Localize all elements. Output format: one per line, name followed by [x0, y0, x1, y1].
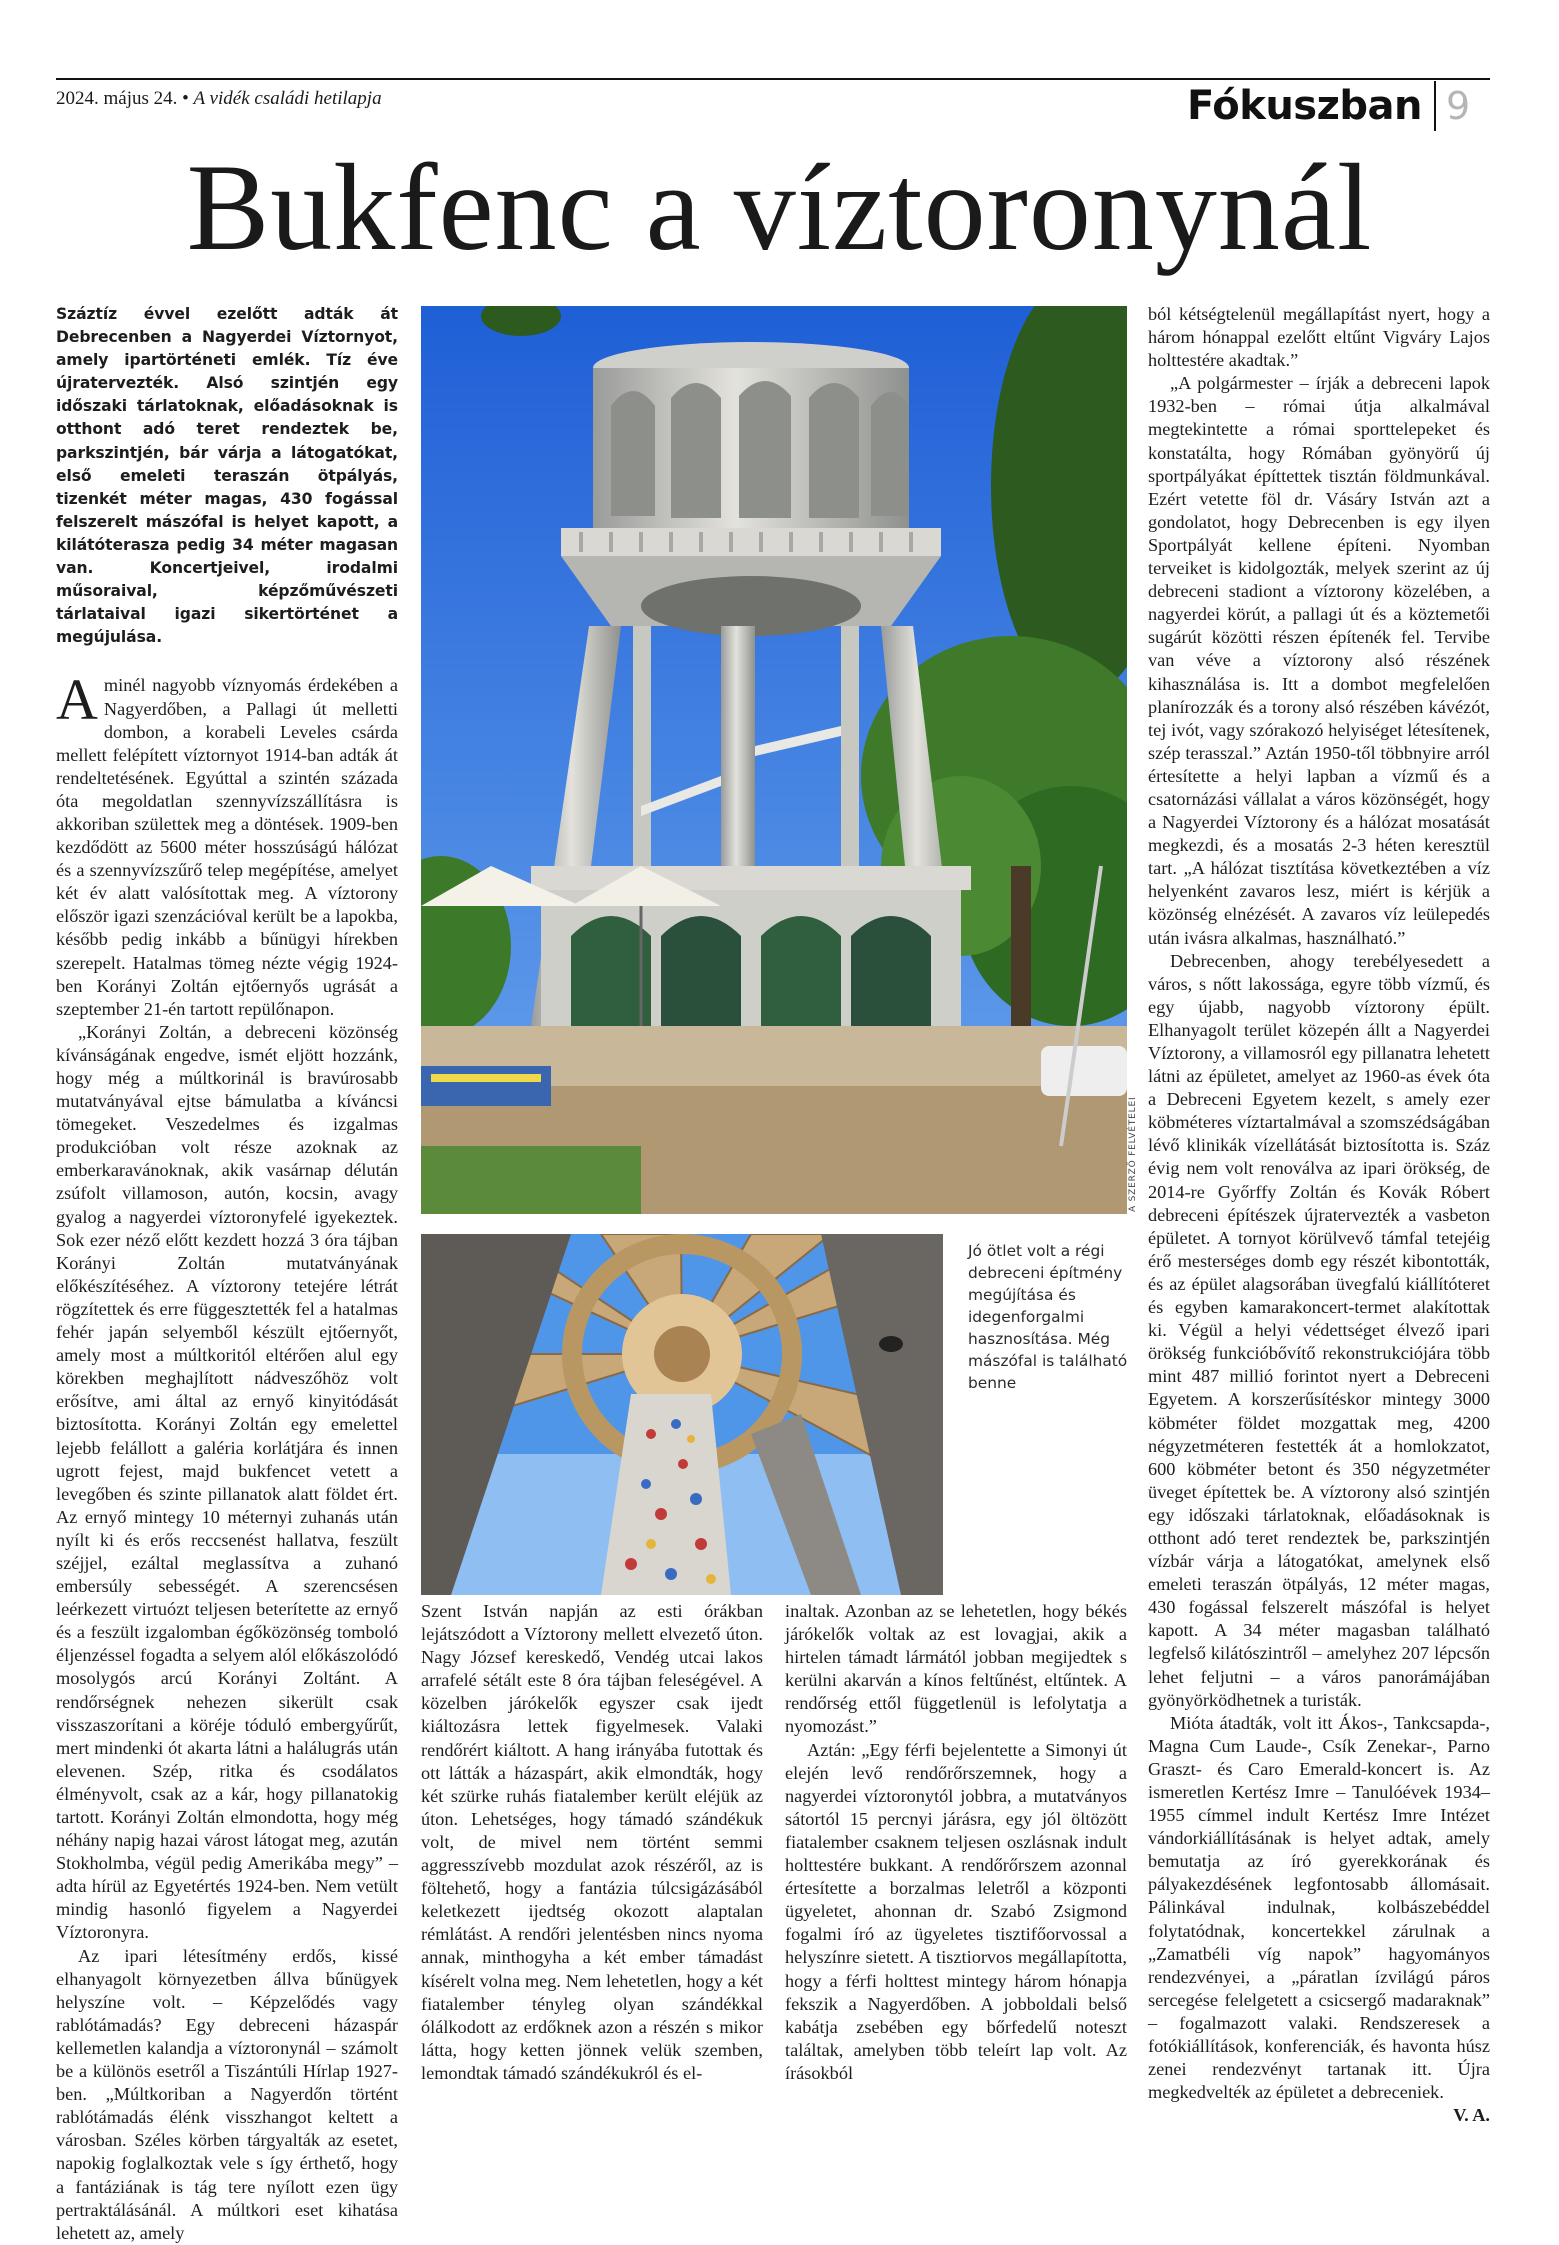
article-lead: Száztíz évvel ezelőtt adták át Debrecenben a Nagyerdei Víztornyot, amely ipartörténeti emlék. Tíz éve újratervezték. Alsó szintjén egy időszaki tárlatoknak, előadásoknak is otthont adó teret rendeztek be, parkszintjén, bár várja a látogatókat, első emeleti teraszán ötpályás, tizenkét méter magas, 430 fogással felszerelt mászófal is helyet kapott, a kilátóterasza pedig 34 méter magasan van. Koncertjeivel, irodalmi műsoraival, képzőművészeti tárlataival igazi sikertörténet a megújulása.	[56, 305, 398, 647]
body-paragraph: Debrecenben, ahogy terebélyesedett a város, s nőtt lakossága, egyre több vízmű, és egy újabb, nagyobb víztorony épült. Elhanyagolt terület közepén állt a Nagyerdei Víztorony, a villamosról egy pillanatra lehetett látni az épületet, amelyet az 1960-as évek óta a Debreceni Egyetem kezelt, s amely ezer köbméteres víztartalmával a szomszédságában lévő klinikák vízellátását biztosította is. Száz évig nem volt renoválva az ipari örökség, de 2014-re Győrffy Zoltán és Kovák Róbert debreceni építészek újratervezték a vasbeton épületet. A tornyot körülvevő támfal tetejéig érő mesterséges domb egy részét kibontották, és az épület alagsorában üvegfalú kiállítóteret és egyben kamarakoncert-termet alakítottak ki. Végül a helyi védettséget élvező ipari örökség funkcióbővítő rekonstrukciójára több mint 487 millió forintot nyert a Debreceni Egyetem. A korszerűsítéskor mintegy 3000 köbméter földet mozgattak meg, 4200 négyzetméteren festették át a homlokzatot, 600 köbméter betont és 350 négyzetméter üveget építettek be. A víztorony alsó szintjén egy időszaki tárlatoknak, előadásoknak is otthont adó teret rendeztek be, parkszintjén vízbár várja a látogatókat, amelynek első emeleti teraszán ötpályás, 12 méter magas, 430 fogással felszerelt mászófal is helyet kapott. A 34 méter magasban található legfelső kilátószintről – amelyhez 207 lépcsőn lehet feljutni – a város panorámájában gyönyörködhetnek a turisták.	[1148, 950, 1490, 1710]
section-label: Fókuszban	[1187, 83, 1422, 129]
article-column-1	[56, 303, 398, 2245]
article-column-2	[421, 1600, 763, 2085]
paragraph-text: Mióta átadták, volt itt Ákos-, Tankcsapda-, Magna Cum Laude-, Csík Zenekar-, Parno Graszt- és Caro Emerald-koncert is. Az ismeretlen Kertész Imre – Tanulóévek 1934–1955 címmel indult Kertész Imre Intézet vándorkiállításának is helyet adtak, amely bemutatja az író gyerekkorának és pályakezdésének legfontosabb állomásait. Pálinkával indulnak, kolbászebéddel folytatódnak, koncertekkel zárulnak a „Zamatbéli víg napok” hagyományos rendezvényei, a „páratlan ízvilágú páros sercegése felelgetett a csicsergő madaraknak” – fogalmazott valaki. Rendszeresek a fotókiállítások, konferenciák, és havonta húsz zenei rendezvényt tartanak itt. Újra megkedvelték az épületet a debreceniek.	[1148, 1712, 1490, 2103]
newspaper-slogan: A vidék családi hetilapja	[193, 88, 382, 109]
body-paragraph: Az ipari létesítmény erdős, kissé elhanyagolt környezetben állva bűnügyek helyszíne volt. – Képzelődés vagy rablótámadás? Egy debreceni házaspár kellemetlen kalandja a víztoronynál – számolt be a különös esetről a Tiszántúli Hírlap 1927-ben. „Múltkoriban a Nagyerdőn történt rablótámadás élénk visszhangot keltett a városban. Széles körben tárgyalták az esetet, napokig foglalkoztak vele s így érthető, hogy a fantáziának is tág tere nyílott ezen ügy pertraktálásánál. A múltkori eset kihatása lehetett az, amely	[56, 1945, 398, 2243]
article-column-4	[1148, 303, 1490, 2127]
paragraph-text: minél nagyobb víznyomás érdekében a Nagyerdőben, a Pallagi út melletti dombon, a korabeli Leveles csárda mellett felépített víztornyot 1914-ban adták át rendeltetésének. Egyúttal a szintén százada óta megoldatlan szennyvízszállításra is akkoriban születtek meg a döntések. 1909-ben kezdődött az 5600 méter hosszúságú hálózat és a szennyvízszűrő telep megépítése, amelyet két év alatt valósítottak meg. A víztorony először igazi szenzációval került be a lapokba, később pedig inkább a bűnügyi hírekben szerepelt. Hatalmas tömeg nézte végig 1924-ben Korányi Zoltán ejtőernyős ugrását a szeptember 21-én tartott repülőnapon.	[56, 675, 398, 1019]
body-paragraph	[56, 667, 398, 1020]
body-paragraph	[1148, 1712, 1490, 2126]
author-signature: V. A.	[1453, 2105, 1490, 2126]
body-paragraph: „A polgármester – írják a debreceni lapok 1932-ben – római útja alkalmával megtekintette a római sporttelepeket és konstatálta, hogy Rómában gyönyörű új sportpályákat építtettek tisztán földmunkával. Ezért vetette föl dr. Vásáry István azt a gondolatot, hogy Debrecenben is egy ilyen Sportpályát kellene építeni. Nyomban terveiket is kidolgozták, melyek szerint az új debreceni stadiont a víztorony közelében, a nagyerdei körút, a pallagi út és a köztemetői sugárút közötti részen építenék fel. Tervibe van véve a víztorony alsó részének kihasználása is. Itt a dombot megfelelően planírozzák és a torony alsó részében kávézót, tej ivót, vagy szórakozó helyiséget létesítenek, szép terasszal.” Aztán 1950-től többnyire arról értesítette a helyi lapban a vízmű és a csatornázási vállalat a város közönségét, hogy a Nagyerdei Víztorony és a hálózat mosatását megkezdi, és a mosatás 2-3 héten keresztül tart. „A hálózat tisztítása következtében a víz helyenként zavaros lesz, miért is kérjük a közönség elnézését. A zavaros víz leülepedés után ivásra alkalmas, használható.”	[1148, 373, 1490, 948]
issue-date: 2024. május 24.	[56, 88, 178, 109]
drop-cap: A	[56, 667, 98, 733]
page-number: 9	[1446, 84, 1471, 128]
photo-credit: A SZERZŐ FELVÉTELEI	[1128, 1096, 1138, 1212]
issue-line	[56, 88, 382, 110]
water-tower-photo	[421, 306, 1127, 1214]
body-paragraph: ból kétségtelenül megállapítást nyert, hogy a három hónappal ezelőtt eltűnt Vigváry Lajos holttestére akadtak.”	[1148, 304, 1490, 371]
body-paragraph: Aztán: „Egy férfi bejelentette a Simonyi út elején levő rendőrőrszemnek, hogy a nagyerdei víztoronytól jobbra, a mutatványos sátortól 15 percnyi járásra, egy jól öltözött fiatalember csaknem teljesen oszlásnak indult holttestére bukkant. A rendőrőrszem azonnal értesítette a borzalmas leletről a központi ügyeletet, ahonnan dr. Szabó Zsigmond fogalmi író az ügyeletes tisztifőorvossal a helyszínre sietett. A tisztiorvos megállapította, hogy a férfi holttest mintegy három hónapja fekszik a Nagyerdőben. A jobboldali belső kabátja zsebében egy bőrfedelű noteszt találtak, amelyben több teleírt lap volt. Az írásokból	[785, 1739, 1127, 2083]
tower-interior-illustration	[421, 1234, 943, 1595]
separator-bullet: •	[182, 88, 189, 109]
photo-caption: Jó ötlet volt a régi debreceni építmény megújítása és idegenforgalmi hasznosítása. Még mászófal is található benne	[968, 1242, 1128, 1392]
climbing-wall-photo	[421, 1234, 943, 1595]
water-tower-illustration	[421, 306, 1127, 1214]
section-header	[1187, 80, 1490, 132]
body-paragraph: inaltak. Azonban az se lehetetlen, hogy békés járókelők voltak az est lovagjai, akik a hirtelen támadt lármától jobban megijedtek s kerülni akarván a kínos feltűnést, eltűntek. A rendőrség ettől függetlenül is lefolytatja a nyomozást.”	[785, 1601, 1127, 1737]
body-paragraph: „Korányi Zoltán, a debreceni közönség kívánságának engedve, ismét eljött hozzánk, hogy még a múltkorinál is bravúrosabb mutatványával ejtse bámulatba a kíváncsi tömegeket. Veszedelmes és izgalmas produkcióban volt része azoknak az emberkaravánoknak, akik vasárnap délután zsúfolt villamoson, autón, kocsin, avagy gyalog a nagyerdei víztoronyfelé igyekeztek. Sok ezer néző előtt kezdett hozzá 3 óra tájban Korányi Zoltán mutatványának előkészítéséhez. A víztorony tetejére létrát rögzítettek és erre függesztették fel a hatalmas fehér japán selyemből készült ejtőernyőt, amely most a múltkoritól eltérően alul egy körekben meghajlított nádveszőhöz volt erősítve, ami által az ernyő kinyitódását biztosította. Korányi Zoltán egy emelettel lejebb felállott a galéria korlátjára és innen ugrott fejest, majd bukfencet vetett a levegőben és szinte pillanatok alatt földet ért. Az ernyő mintegy 10 méternyi zuhanás után nyílt ki és erős reccsenést hallatva, feszült széjjel, ezáltal meglassítva a zuhanó embersúly sebességét. A szerencsésen leérkezett virtuózt teljesen beterítette az ernyő és a feszült izgalomban égőközönség tomboló éljenzéssel fogadta a selyem alól előkászolódó mosolygós arcú Korányi Zoltánt. A rendőrségnek nehezen sikerült csak visszaszorítani a köréje tóduló embergyűrűt, mert mindenki ót akarta látni a halálugrás után elevenen. Szép, ritka és csodálatos élményvolt, csak az a kár, hogy pillanatokig tartott. Korányi Zoltán elmondotta, hogy még néhány napig hazai várost látogat meg, azután Stokholmba, végül pedig Amerikába megy” – adta hírül az Egyetértés 1924-ben. Nem vetült mindig hasonló figyelem a Nagyerdei Víztoronyra.	[56, 1021, 398, 1943]
body-paragraph: Szent István napján az esti órákban lejátszódott a Víztorony mellett elvezető úton. Nagy József kereskedő, Vendég utcai lakos arrafelé sétált este 8 óra tájban feleségével. A közelben járókelők egyszer csak ijedt kiáltozásra lettek figyelmesek. Valaki rendőrért kiáltott. A hang irányába futottak és ott látták a házaspárt, akik elmondták, hogy két szürke ruhás fiatalember került eléjük az úton. Lehetséges, hogy támadó szándékuk volt, de mivel nem történt semmi aggresszívebb mozdulat azok részéről, az is föltehető, hogy a fantázia túlcsigázásából keletkezett ijedtség okozott alaptalan rémlátást. A rendőri jelentésben nincs nyoma annak, minthogyha a két ember támadást kísérelt volna meg. Nem lehetetlen, hogy a két fiatalember tényleg olyan szándékkal ólálkodott az erdőknek azon a részén s mikor látta, hogy ketten jönnek velük szemben, lemondtak támadó szándékukról és el-	[421, 1601, 763, 2083]
article-headline: Bukfenc a víztoronynál	[186, 139, 1373, 276]
article-column-3	[785, 1600, 1127, 2085]
